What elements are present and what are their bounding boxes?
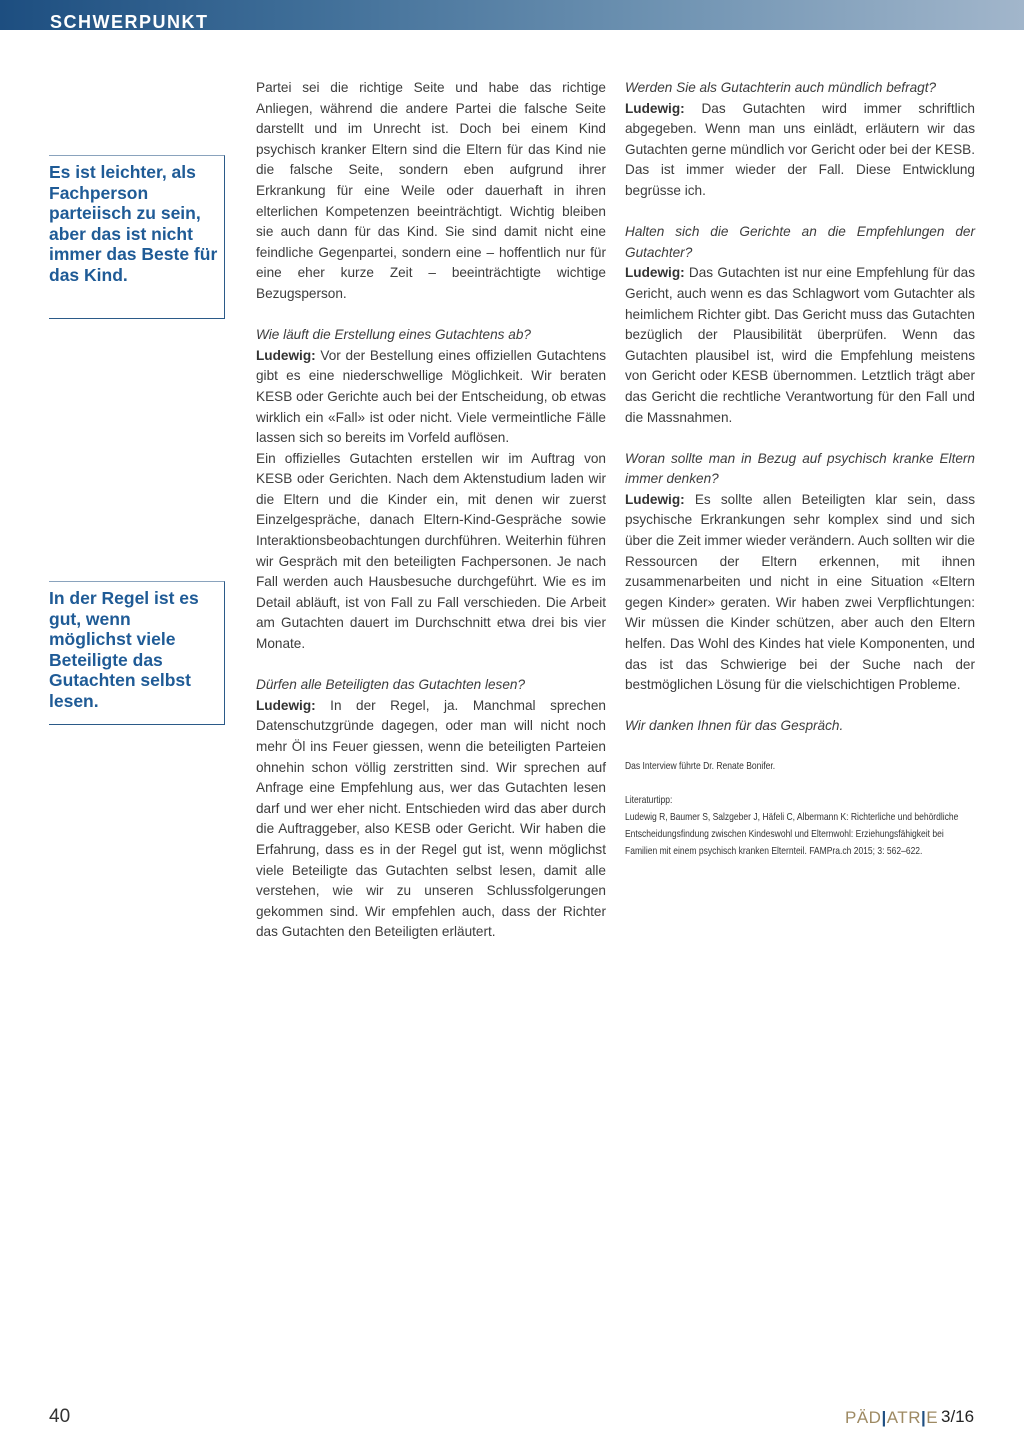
interview-answer	[256, 696, 606, 943]
interview-answer	[256, 346, 606, 449]
pull-quote-text: Es ist leichter, als Fachperson parteiisch zu sein, aber das ist nicht immer das Beste für das Kind.	[49, 162, 218, 285]
page-number: 40	[49, 1406, 71, 1427]
intro-paragraph: Partei sei die richtige Seite und habe das richtige Anliegen, während die andere Partei die falsche Seite darstellt und im Unrecht ist. Doch bei einem Kind psychisch kranker Eltern sind die Eltern für das Kind nie die falsche Seite, sondern eben aufgrund ihrer Erkrankung für eine Weile oder dauerhaft in ihren elterlichen Kompetenzen beeinträchtigt. Wichtig bleiben sie auch dann für das Kind. Sie sind damit nicht eine feindliche Gegenpartei, sondern eine – hoffentlich nur für eine eher kurze Zeit – beeinträchtigte wichtige Bezugsperson.	[256, 80, 606, 301]
interview-question: Wie läuft die Erstellung eines Gutachtens ab?	[256, 327, 531, 343]
closing-line: Wir danken Ihnen für das Gespräch.	[625, 718, 844, 734]
interview-question: Halten sich die Gerichte an die Empfehlungen der Gutachter?	[625, 224, 975, 260]
interviewer-credit: Das Interview führte Dr. Renate Bonifer.	[625, 760, 776, 772]
answer-text: In der Regel, ja. Manchmal sprechen Datenschutzgründe dagegen, oder man will nicht noch mehr Öl ins Feuer giessen, wenn die beteiligten Parteien ohnehin schon völlig zerstritten sind. Wir sprechen auf Anfrage eine Empfehlung aus, wer das Gutachten lesen darf und wer eher nicht. Entschieden wird das aber durch die Auftraggeber, also KESB oder Gericht. Wir haben die Erfahrung, dass es in der Regel gut ist, wenn möglichst viele Beteiligte das Gutachten selbst lesen, damit alle verstehen, wie wir zu unseren Schlussfolgerungen gekommen sind. Wir empfehlen auch, dass der Richter das Gutachten den Beteiligten erläutert.	[256, 697, 606, 940]
interview-answer	[625, 490, 975, 696]
article-column-2	[625, 78, 975, 860]
literature-reference: Ludewig R, Baumer S, Salzgeber J, Häfeli C, Albermann K: Richterliche und behördliche Entscheidungsfindung zwischen Kindeswohl und Elternwohl: Erziehungsfähigkeit bei Familien mit einem psychisch kranken Elternteil. FAMPra.ch 2015; 3: 562–622.	[625, 811, 959, 857]
answer-text: Vor der Bestellung eines offiziellen Gutachtens gibt es eine niederschwellige Möglichkeit. Wir beraten KESB oder Gerichte auch bei der Entscheidung, ob etwas wirklich ein «Fall» ist oder nicht. Viele vermeintliche Fälle lassen sich so bereits im Vorfeld auflösen.	[256, 347, 606, 446]
pull-quote-2	[49, 581, 225, 725]
issue-number: 3/16	[941, 1407, 975, 1426]
answer-text: Es sollte allen Beteiligten klar sein, dass psychische Erkrankungen sehr komplex sind und sich über die Zeit immer wieder verändern. Auch sollten wir die Ressourcen der Eltern erkennen, mit ihnen zusammenarbeiten und nicht in eine Situation «Eltern gegen Kinder» geraten. Wir haben zwei Verpflichtungen: Wir müssen die Kinder schützen, aber auch den Eltern helfen. Das Wohl des Kindes hat viele Komponenten, und das ist das Schwierige bei der Suche nach der bestmöglichen Lösung für die vielschichtigen Probleme.	[625, 491, 975, 693]
answer-text: Das Gutachten ist nur eine Empfehlung für das Gericht, auch wenn es das Schlagwort vom Gutachter als heimlichem Richter gibt. Das Gericht muss das Gutachten bezüglich der Plausibilität überprüfen. Wenn das Gutachten plausibel ist, wird die Empfehlung meistens von Gericht oder KESB übernommen. Letztlich trägt aber das Gericht die rechtliche Verantwortung für den Fall und die Massnahmen.	[625, 265, 975, 425]
interview-answer	[625, 263, 975, 428]
speaker-label: Ludewig:	[256, 347, 316, 363]
logo-bar-1: |	[881, 1408, 887, 1427]
interview-answer-continued: Ein offizielles Gutachten erstellen wir im Auftrag von KESB oder Gerichten. Nach dem Aktenstudium laden wir die Eltern und die Kinder ein, mit denen wir zuerst Einzelgespräche, danach Eltern-Kind-Gespräche sowie Interaktionsbeobachtungen durchführen. Weiterhin führen wir Gespräch mit den beteiligten Fachpersonen. Je nach Fall werden auch Hausbesuche durchgeführt. Wie es im Detail abläuft, ist von Fall zu Fall verschieden. Die Arbeit am Gutachten dauert im Durchschnitt etwa drei bis vier Monate.	[256, 450, 606, 652]
section-header-band	[0, 0, 1024, 30]
section-title: SCHWERPUNKT	[50, 12, 209, 30]
credits-block	[625, 758, 974, 860]
interview-question: Dürfen alle Beteiligten das Gutachten lesen?	[256, 677, 526, 693]
literature-heading: Literaturtipp:	[625, 794, 673, 806]
pull-quote-text: In der Regel ist es gut, wenn möglichst viele Beteiligte das Gutachten selbst lesen.	[49, 588, 199, 711]
logo-text-part: ATR	[886, 1408, 921, 1427]
answer-text: Das Gutachten wird immer schriftlich abgegeben. Wenn man uns einlädt, erläutern wir das Gutachten gerne mündlich vor Gericht oder bei der KESB. Das ist immer wieder der Fall. Diese Entwicklung begrüsse ich.	[625, 100, 975, 198]
interview-question: Woran sollte man in Bezug auf psychisch kranke Eltern immer denken?	[625, 450, 975, 487]
speaker-label: Ludewig:	[625, 100, 685, 116]
logo-bar-2: |	[920, 1408, 927, 1427]
pull-quote-1	[49, 155, 225, 319]
speaker-label: Ludewig:	[625, 491, 685, 507]
logo-text-part: PÄD	[845, 1408, 882, 1427]
interview-answer	[625, 99, 975, 202]
article-column-1	[256, 78, 606, 943]
logo-text-part: E	[926, 1408, 939, 1427]
interview-question: Werden Sie als Gutachterin auch mündlich befragt?	[625, 80, 937, 95]
journal-logo	[845, 1408, 938, 1428]
speaker-label: Ludewig:	[256, 697, 316, 713]
speaker-label: Ludewig:	[625, 265, 685, 281]
